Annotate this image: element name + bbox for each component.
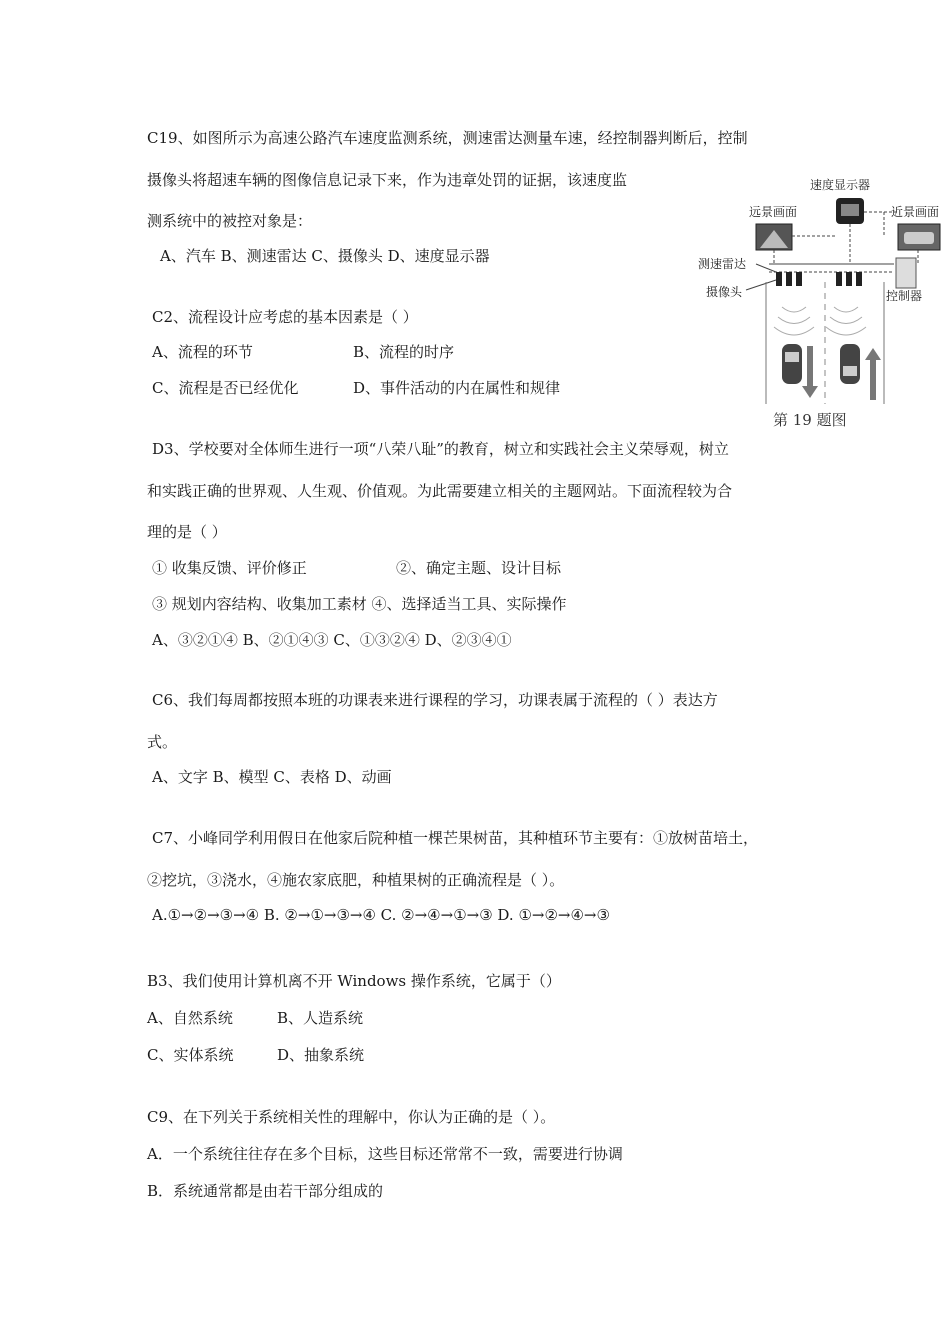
- controller-box-icon: [896, 258, 916, 288]
- arrow-up-icon: [865, 348, 881, 400]
- q3-line-3: 理的是（ ）: [147, 523, 227, 541]
- q6-line-2: 式。: [147, 733, 178, 751]
- b3-option-b: B、人造系统: [277, 1009, 364, 1027]
- b3-option-c: C、实体系统: [147, 1046, 234, 1064]
- b3-option-d: D、抽象系统: [277, 1046, 365, 1064]
- car-right-icon: [840, 344, 860, 384]
- q7-line-2: ②挖坑，③浇水，④施农家底肥，种植果树的正确流程是（ ）。: [147, 871, 565, 889]
- c9-stem: C9、在下列关于系统相关性的理解中，你认为正确的是（ ）。: [147, 1108, 556, 1126]
- speed-display-screen: [841, 204, 859, 216]
- radar-label: 测速雷达: [698, 257, 747, 271]
- q6-options: A、文字 B、模型 C、表格 D、动画: [152, 768, 392, 786]
- q3-item-2: ②、确定主题、设计目标: [396, 559, 562, 577]
- far-view-label: 远景画面: [749, 205, 798, 219]
- q2-option-d: D、事件活动的内在属性和规律: [353, 379, 561, 397]
- q19-options: A、汽车 B、测速雷达 C、摄像头 D、速度显示器: [160, 247, 490, 265]
- c9-option-a: A．一个系统往往存在多个目标，这些目标还常常不一致，需要进行协调: [147, 1145, 623, 1163]
- car-left-icon: [782, 344, 802, 384]
- radar-camera-right-icon: [836, 272, 862, 286]
- b3-option-a: A、自然系统: [147, 1009, 233, 1027]
- speed-display-label: 速度显示器: [810, 178, 871, 192]
- q19-line-3: 测系统中的被控对象是：: [147, 212, 313, 230]
- q3-line-1: D3、学校要对全体师生进行一项“八荣八耻”的教育，树立和实践社会主义荣辱观，树立: [152, 440, 729, 458]
- q3-items-3-4: ③ 规划内容结构、收集加工素材 ④、选择适当工具、实际操作: [152, 595, 567, 613]
- controller-label: 控制器: [886, 289, 923, 303]
- q19-line-1: C19、如图所示为高速公路汽车速度监测系统，测速雷达测量车速，经控制器判断后，控制: [147, 129, 748, 147]
- radar-camera-left-icon: [776, 272, 802, 286]
- q2-option-b: B、流程的时序: [353, 343, 455, 361]
- speed-monitoring-figure: [694, 172, 944, 434]
- q6-line-1: C6、我们每周都按照本班的功课表来进行课程的学习，功课表属于流程的（ ）表达方: [152, 691, 718, 709]
- arrow-down-icon: [802, 346, 818, 398]
- q3-item-1: ① 收集反馈、评价修正: [152, 559, 307, 577]
- b3-stem: B3、我们使用计算机离不开 Windows 操作系统，它属于（）: [147, 972, 561, 990]
- q2-option-a: A、流程的环节: [152, 343, 253, 361]
- c9-option-b: B．系统通常都是由若干部分组成的: [147, 1182, 384, 1200]
- near-view-label: 近景画面: [891, 205, 940, 219]
- q3-options: A、③②①④ B、②①④③ C、①③②④ D、②③④①: [152, 631, 512, 649]
- q2-option-c: C、流程是否已经优化: [152, 379, 299, 397]
- car-front-icon: [904, 232, 934, 244]
- q2-stem: C2、流程设计应考虑的基本因素是（ ）: [152, 308, 418, 326]
- q7-options: A.①→②→③→④ B. ②→①→③→④ C. ②→④→①→③ D. ①→②→④→③: [152, 906, 610, 924]
- figure-caption: 第 19 题图: [773, 411, 847, 429]
- camera-label: 摄像头: [706, 285, 743, 299]
- q3-line-2: 和实践正确的世界观、人生观、价值观。为此需要建立相关的主题网站。下面流程较为合: [147, 482, 733, 500]
- q7-line-1: C7、小峰同学利用假日在他家后院种植一棵芒果树苗，其种植环节主要有：①放树苗培土，: [152, 829, 759, 847]
- q19-line-2: 摄像头将超速车辆的图像信息记录下来，作为违章处罚的证据，该速度监: [147, 171, 628, 189]
